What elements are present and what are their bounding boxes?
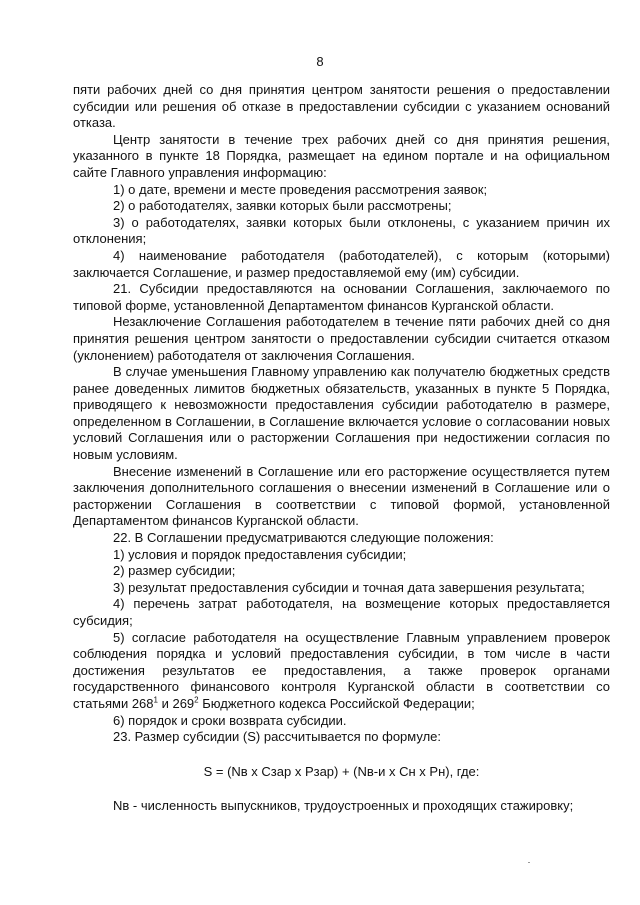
paragraph: 21. Субсидии предоставляются на основании Соглашения, заключаемого по типовой форме, установленной Департаментом финансов Курганской области. bbox=[73, 281, 610, 313]
paragraph: пяти рабочих дней со дня принятия центром занятости решения о предоставлении субсидии или решения об отказе в предоставлении субсидии с указанием оснований отказа. bbox=[73, 82, 610, 131]
paragraph: 22. В Соглашении предусматриваются следующие положения: bbox=[113, 530, 494, 546]
formula-definition: Nв - численность выпускников, трудоустроенных и проходящих стажировку; bbox=[113, 798, 574, 814]
scan-mark bbox=[528, 862, 530, 863]
paragraph: 2) размер субсидии; bbox=[113, 563, 236, 579]
paragraph: 4) перечень затрат работодателя, на возмещение которых предоставляется субсидия; bbox=[73, 596, 610, 628]
paragraph: Внесение изменений в Соглашение или его расторжение осуществляется путем заключения дополнительного соглашения о внесении изменений в Соглашение или о расторжении Соглашения в соответствии с типовой формой, установленной Департаментом финансов Курганской области. bbox=[73, 463, 610, 529]
paragraph: 2) о работодателях, заявки которых были рассмотрены; bbox=[113, 198, 452, 214]
paragraph: 4) наименование работодателя (работодателей), с которым (которыми) заключается Соглашение, и размер предоставляемой ему (им) субсидии. bbox=[73, 247, 610, 280]
paragraph: 1) о дате, времени и месте проведения рассмотрения заявок; bbox=[113, 181, 488, 197]
page-number: 8 bbox=[316, 54, 324, 69]
paragraph: Центр занятости в течение трех рабочих дней со дня принятия решения, указанного в пункте 18 Порядка, размещает на едином портале и на официальном сайте Главного управления информацию: bbox=[73, 131, 610, 180]
document-body bbox=[73, 82, 610, 815]
paragraph: 23. Размер субсидии (S) рассчитывается по формуле: bbox=[113, 729, 442, 745]
paragraph: 6) порядок и сроки возврата субсидии. bbox=[113, 712, 347, 728]
formula: S = (Nв x Сзар x Рзар) + (Nв-и x Сн x Рн), где: bbox=[203, 763, 480, 779]
paragraph-item-5: 5) согласие работодателя на осуществление Главным управлением проверок соблюдения порядка и условий предоставления субсидии, в том числе в части достижения результатов ее предоставления, а также проверок органами государственного финансового контроля Курганской области в соответствии со статьями $268^1$ и $269^2$ Бюджетного кодекса Российской Федерации; bbox=[73, 629, 610, 711]
superscript: 1 bbox=[153, 695, 158, 705]
paragraph: 3) о работодателях, заявки которых были отклонены, с указанием причин их отклонения; bbox=[73, 214, 610, 247]
paragraph: Незаключение Соглашения работодателем в течение пяти рабочих дней со дня принятия решения центром занятости о предоставлении субсидии считается отказом (уклонением) работодателя от заключения Соглашения. bbox=[73, 314, 610, 363]
paragraph: В случае уменьшения Главному управлению как получателю бюджетных средств ранее доведенных лимитов бюджетных обязательств, указанных в пункте 5 Порядка, приводящего к невозможности предоставления субсидии работодателю в размере, определенном в Соглашении, в Соглашение включается условие о согласовании новых условий Соглашения или о расторжении Соглашения при недостижении согласия по новым условиям. bbox=[73, 364, 610, 463]
superscript: 2 bbox=[194, 695, 199, 705]
paragraph: 3) результат предоставления субсидии и точная дата завершения результата; bbox=[113, 579, 585, 595]
paragraph: 1) условия и порядок предоставления субсидии; bbox=[113, 546, 407, 562]
